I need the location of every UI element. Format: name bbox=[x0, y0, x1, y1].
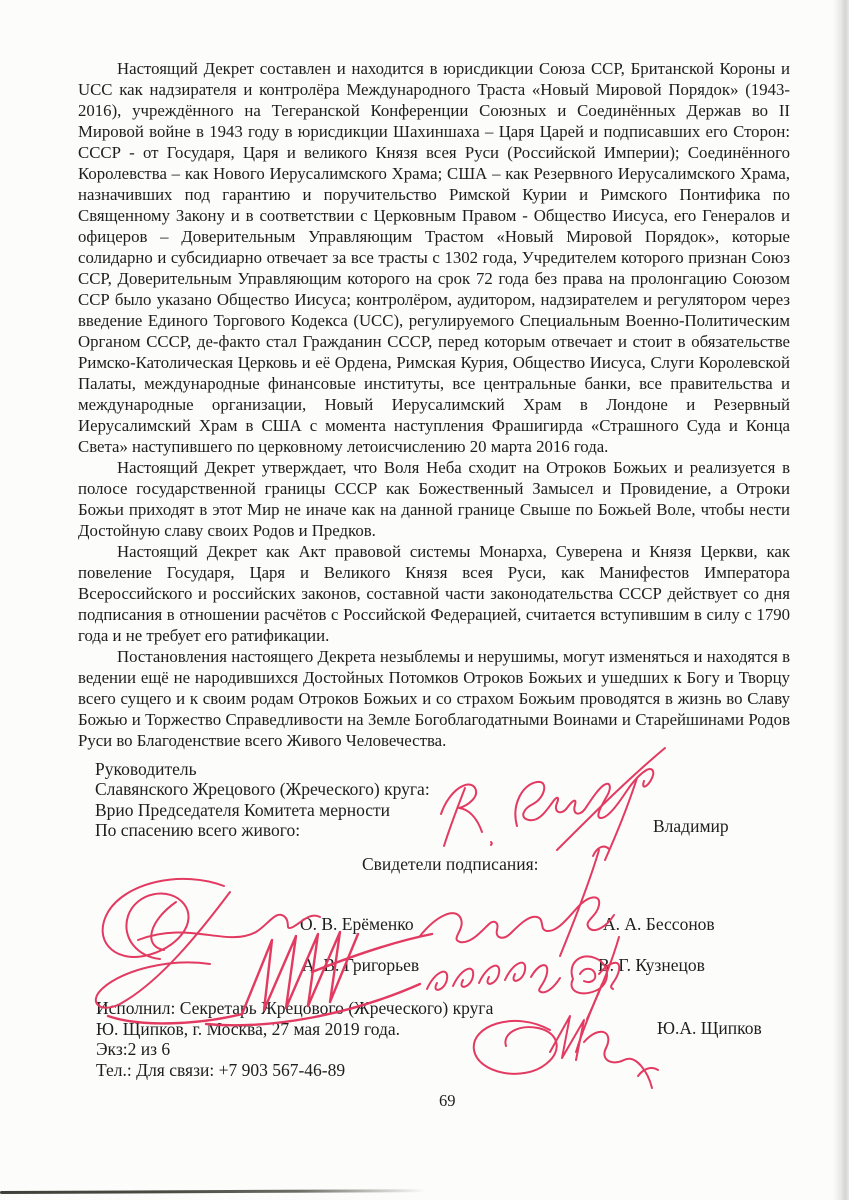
signer-role-line: Врио Председателя Комитета мерности bbox=[95, 799, 391, 820]
paragraph-line: офицеров – Доверительным Управляющим Трастом «Новый Мировой Порядок», которые bbox=[78, 227, 790, 246]
witness-name: О. В. Ерёменко bbox=[300, 914, 414, 934]
page-edge-shadow bbox=[833, 0, 849, 1200]
signer-role-line: По спасению всего живого: bbox=[95, 819, 301, 840]
paragraph-line: Руси во Благоденствие всего Живого Человечества. bbox=[78, 731, 447, 750]
paragraph-line: Иерусалимский Храм в США с момента наступления Фрашигирда «Страшного Суда и Конца bbox=[78, 416, 790, 435]
paragraph-line: ССР, Доверительным Управляющим которого на срок 72 года без права на пролонгацию Союзом bbox=[78, 269, 790, 288]
paragraph-line: СССР - от Государя, Царя и великого Князя всея Руси (Российской Империи); Соединённого bbox=[78, 143, 790, 162]
copy-info: Экз:2 из 6 bbox=[96, 1039, 171, 1060]
signature-shchipkov bbox=[452, 982, 662, 1094]
paragraph bbox=[78, 646, 790, 751]
paragraph bbox=[78, 541, 790, 646]
paragraph-line: Постановления настоящего Декрета незыблемы и нерушимы, могут изменяться и находятся в bbox=[117, 647, 790, 666]
paragraph-line: полосе государственной границы СССР как Божественный Замысел и Провидение, а Отроки bbox=[78, 479, 790, 498]
executor-line: Ю. Щипков, г. Москва, 27 мая 2019 года. bbox=[96, 1018, 401, 1039]
paragraph-line: ведении ещё не народившихся Достойных Потомков Отроков Божьих и ушедших к Богу и Творцу bbox=[78, 668, 790, 687]
paragraph bbox=[78, 457, 790, 541]
signer-name: Владимир bbox=[653, 816, 729, 836]
signer-role-line: Славянского Жрецового (Жреческого) круга: bbox=[95, 779, 430, 800]
paragraph-line: Света» наступившего по церковному летоисчислению 20 марта 2016 года. bbox=[78, 437, 609, 456]
paragraph-line: назначивших под гарантию и поручительство Римской Курии и Римского Понтифика по bbox=[78, 185, 790, 204]
signer-role-line: Руководитель bbox=[95, 759, 197, 779]
paragraph-line: 2016), учреждённого на Тегеранской Конференции Союзных и Соединённых Держав во II bbox=[78, 101, 790, 120]
paragraph-line: Достойную славу своих Родов и Предков. bbox=[78, 521, 376, 540]
signer-block bbox=[95, 759, 430, 840]
paragraph-line: Палаты, международные финансовые институты, все центральные банки, все правительства и bbox=[78, 374, 790, 393]
paragraph-line: повеление Государя, Царя и Великого Князя всея Руси, как Манифестов Императора bbox=[78, 563, 790, 582]
paragraph-line: введение Единого Торгового Кодекса (UCC), регулируемого Специальным Военно-Политическим bbox=[78, 311, 790, 330]
paragraph-line: Настоящий Декрет утверждает, что Воля Неба сходит на Отроков Божьих и реализуется в bbox=[117, 458, 790, 477]
executor-line: Исполнил: Секретарь Жрецового (Жреческого) круга bbox=[96, 998, 494, 1018]
witness-name: А. А. Бессонов bbox=[603, 914, 715, 934]
paragraph-line: Мировой войне в 1943 году в юрисдикции Шахиншаха – Царя Царей и подписавших его Сторон: bbox=[78, 122, 790, 141]
paragraph-line: Божьи приходят в этот Мир не иначе как на данной границе Свыше по Божьей Воле, чтобы нести bbox=[78, 500, 790, 519]
paragraph-line: Настоящий Декрет как Акт правовой системы Монарха, Суверена и Князя Церкви, как bbox=[117, 542, 790, 561]
signature-grigoriev bbox=[100, 918, 455, 1030]
paragraph-line: Священному Закону и в соответствии с Церковным Правом - Общество Иисуса, его Генералов и bbox=[78, 206, 790, 225]
contact-phone: Тел.: Для связи: +7 903 567-46-89 bbox=[96, 1060, 346, 1081]
paragraph-line: Всероссийского и российских законов, составной части законодательства СССР действует со дня bbox=[78, 584, 790, 603]
witness-name: В. Г. Кузнецов bbox=[598, 955, 705, 975]
paragraph-line: UCC как надзирателя и контролёра Международного Траста «Новый Мировой Порядок» (1943- bbox=[78, 80, 790, 99]
scan-artifact-line bbox=[0, 1188, 575, 1194]
paragraph-line: международные организации, Новый Иерусалимский Храм в Лондоне и Резервный bbox=[78, 395, 790, 414]
paragraph-line: ССР было указано Общество Иисуса; контролёром, аудитором, надзирателем и регулятором через bbox=[78, 290, 790, 309]
paragraph-line: Божью и Торжество Справедливости на Земле Богоблагодатными Воинами и Старейшинами Родов bbox=[78, 710, 790, 729]
paragraph bbox=[78, 58, 790, 457]
paragraph-line: Настоящий Декрет составлен и находится в юрисдикции Союза ССР, Британской Короны и bbox=[117, 59, 790, 78]
paragraph-line: Римско-Католическая Церковь и её Ордена, Римская Курия, Общество Иисуса, Слуги Королевской bbox=[78, 353, 790, 372]
decree-body bbox=[78, 58, 790, 751]
paragraph-line: года и не требует его ратификации. bbox=[78, 626, 330, 645]
paragraph-line: подписания в отношении расчётов с Российской Федерацией, считается вступившим в силу с 1790 bbox=[78, 605, 790, 624]
page-number: 69 bbox=[439, 1091, 456, 1110]
paragraph-line: Органом СССР, де-факто стал Гражданин СССР, перед которым отвечает и стоит в обязательстве bbox=[78, 332, 790, 351]
paragraph-line: солидарно и субсидиарно отвечает за все трасты с 1302 года, Учредителем которого признан Союз bbox=[78, 248, 790, 267]
witnesses-heading: Свидетели подписания: bbox=[362, 854, 539, 874]
executor-signature-name: Ю.А. Щипков bbox=[657, 1018, 762, 1038]
witness-name: А. В. Григорьев bbox=[302, 955, 420, 975]
paragraph-line: всего сущего и к своим родам Отроков Божьих и со страхом Божьим проводятся в жизнь во Славу bbox=[78, 689, 790, 708]
paragraph-line: Королевства – как Нового Иерусалимского Храма; США – как Резервного Иерусалимского Храма, bbox=[78, 164, 790, 183]
